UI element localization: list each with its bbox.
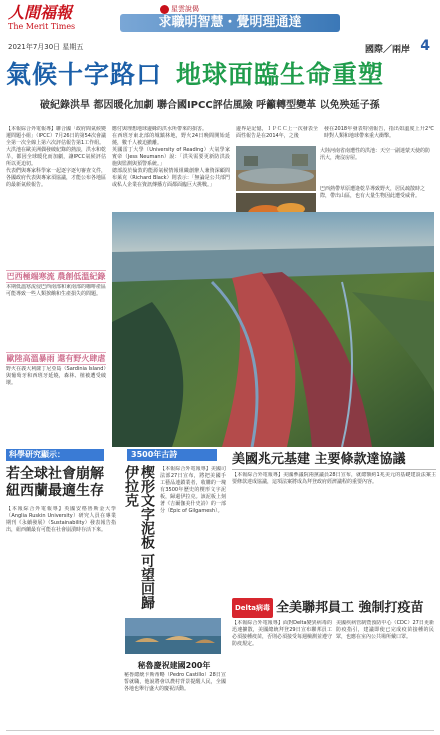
article-europe-text: 野火在義大利薩丁尼亞島（Sardinia Island）與葡萄牙和西班牙延燒，森林、植被遭受破壞。: [6, 366, 106, 386]
peru-boats-image: [125, 618, 221, 654]
series-label: 星雲說偈: [160, 4, 199, 14]
science-headline[interactable]: 若全球社會崩解 紐西蘭最適生存: [6, 466, 104, 499]
section-head-brazil: 巴西極端寒流 農創低溫紀錄: [6, 272, 106, 281]
article-col-2: 應付與理想地球邊緣的洪水所帶來的損害。 在西班牙東北部的城鎮林地，野火24日晚間開始延燒，數千人被迫撤離。 英國雷丁大學（University of Reading）大氣學家賓帝（Jess Neumann）說：「洪災需要更新防洪設施與監測與預警系統。」 總部設於倫敦的能源氣候情報組織創辦人兼資深顧問布萊克（Richard Black）則表示：「無論是公共部門或私人企業在資訊傳播方面都面臨巨大挑戰。」: [112, 126, 230, 188]
epic-vertical-headline[interactable]: 楔形文字泥板 可望回歸伊拉克: [123, 465, 155, 610]
delta-headline[interactable]: [232, 598, 436, 618]
delta-body: 【本報綜合外電報導】面對Delta變異病毒的迅速擴散，美國總統拜登29日宣布聯邦員工必須接種疫苗，否則必須接受每週檢測並遵守防疫規定。: [232, 620, 332, 647]
us-infrastructure-headline[interactable]: 美國兆元基建 主要條款達協議: [232, 451, 436, 470]
series-dot-icon: [160, 5, 169, 14]
logo-english: The Merit Times: [8, 22, 76, 31]
flood-photo-image: [236, 146, 316, 191]
wetland-aerial-image: [112, 212, 434, 447]
flood-photo-caption: 大陸河南省南遭性的洪池：天空一副迷蒙天使的防汛大，淹沒房屋。: [320, 148, 431, 161]
article-col-3: 邊界是記憶，ＩＰＣＣ上一次發表全面性報告是在2014年，之後: [236, 126, 318, 139]
section-head-europe: 歐陸高溫暴雨 還有野火肆虐: [6, 354, 106, 363]
page-number: 4: [420, 38, 430, 54]
newspaper-logo[interactable]: [8, 4, 78, 38]
fire-photo-caption: 巴西熱帶草原遭逢乾旱導致野火，居民疏散時之際，帶出山區，也有大量生物因此遭受威脅。: [320, 186, 426, 199]
epic-body: 【本報綜合外電報導】美國司法部27日宣布，將把美國手工藝品連鎖業者，收購的一塊有3500年歷史的楔形文字泥板，歸還伊拉克。該泥板上刻著《吉爾伽美什史詩》的一部分（Epic of Gilgamesh）。: [160, 466, 226, 514]
main-headline[interactable]: [6, 58, 434, 92]
headline-part-b: 地球面臨生命重塑: [176, 60, 385, 89]
delta-badge: Delta病毒: [232, 598, 273, 618]
masthead-slogan: 求職明智慧・覺明理通達: [120, 14, 340, 32]
peru-caption-body: 秘魯總統卡斯蒂略（Pedro Castillo）28日宣誓就職，他說將會以農村背景提醒人民，全國各地也舉行盛大的慶祝活動。: [124, 672, 226, 692]
article-col-4: 發在2018年發表特別報告，指出如溫度上升2℃時對人類和地球帶來重大衝擊。: [324, 126, 434, 139]
masthead: [0, 0, 440, 54]
article-brazil-text: 本期低溫寒流侵巴西南部和東南部的咖啡產區可能導致一些人類挨餓和生產損失的問題。: [6, 284, 106, 297]
page-footer-rule: [6, 730, 434, 731]
logo-chinese: 人間福報: [8, 3, 73, 22]
article-col-1: 【本報綜合外電報導】聯合國「政府間氣候變遷問題小組」（IPCC）7月26日的第54次會議全第一次全線上第六次評估報告第1工作組。 大洪池在歐美洲偶發破紀錄的熱浪，洪水和乾旱，都因全球暖化而加劇，讓IPCC氣候評估所以更迫切。 代表們與專家科學家一起逐字逐句審查文件，各國政府代表與專家須協議，才能公布各地區的最新氣候報告。: [6, 126, 106, 188]
peru-boats-photo[interactable]: [125, 618, 221, 654]
masthead-center: [120, 4, 340, 42]
headline-part-a: 氣候十字路口: [6, 60, 163, 89]
delta-body-2: 美國疾病管制暨預防中心（CDC）27日更新防疫指引，建議即使已完成疫苗接種的民眾，也應在室內公共場所戴口罩。: [336, 620, 434, 640]
science-body: 【本報綜合外電報導】英國安格魯斯金大學（Anglia Ruskin University）研究人員在專業期刊《永續發展》（Sustainability）發表報告指出，紐西蘭最有可能在社會崩潰時存活下來。: [6, 506, 116, 533]
flood-photo[interactable]: [236, 146, 316, 191]
epic-tag: 3500年古詩: [127, 449, 217, 461]
section-label: 國際／兩岸: [364, 45, 410, 55]
wetland-aerial-photo[interactable]: [112, 212, 434, 447]
us-infrastructure-body: 【本報綜合外電報導】美國參議院兩黨議員28日宣布，就總額約1兆美元的基礎建設法案主要條款達成協議，這項法案將成為拜登政府經濟議程的重要內容。: [232, 472, 436, 485]
science-tag: 科學研究顯示：: [6, 449, 104, 461]
main-subheadline: 破紀錄洪旱 都因暖化加劇 聯合國IPCC評估風險 呼籲轉型變革 以免殃延子孫: [40, 100, 380, 111]
issue-date: 2021年7月30日 星期五: [8, 43, 84, 51]
peru-photo-caption: 秘魯慶祝建國200年: [137, 661, 211, 670]
delta-title-text: 全美聯邦員工 強制打疫苗: [276, 600, 424, 616]
